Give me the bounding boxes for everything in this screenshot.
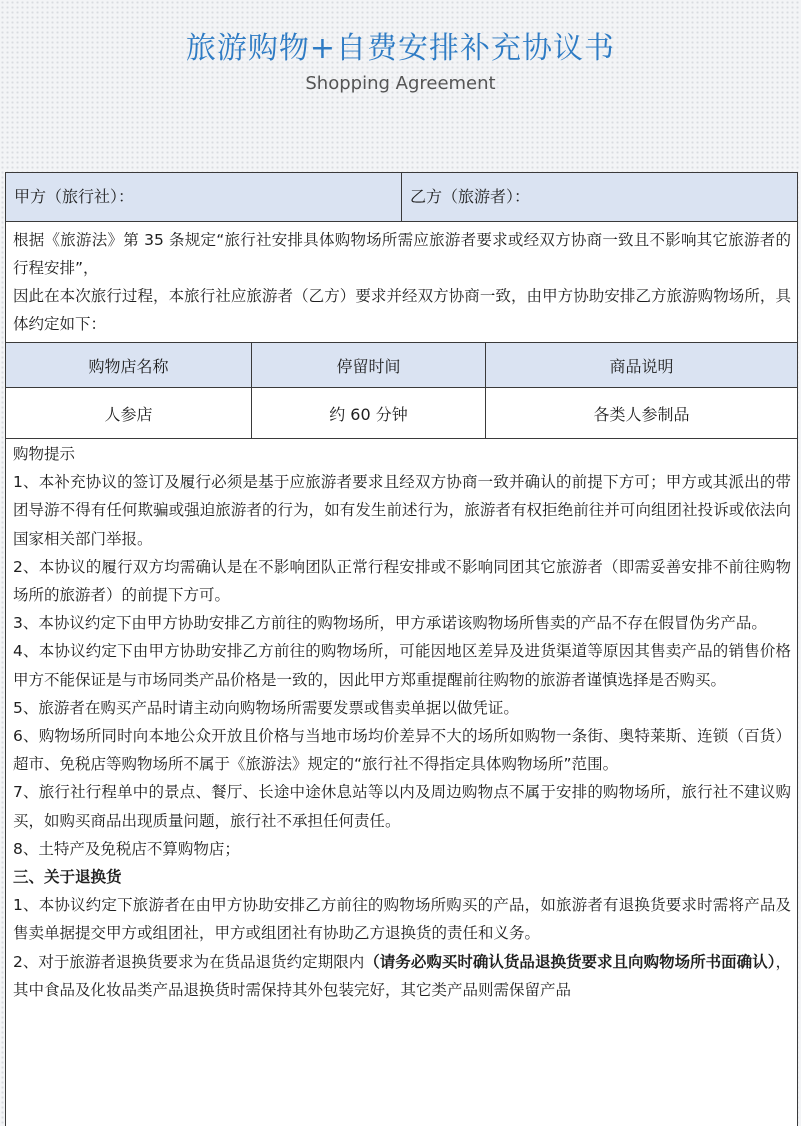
exchange-item-text: 2、对于旅游者退换货要求为在货品退货约定期限内 [13,952,365,971]
table-cell: 约 60 分钟 [252,388,486,439]
agreement-sheet [5,172,798,1126]
tip-item: 1、本补充协议的签订及履行必须是基于应旅游者要求且经双方协商一致并确认的前提下方可；甲方或其派出的带团导游不得有任何欺骗或强迫旅游者的行为，如有发生前述行为，旅游者有权拒绝前往并可向组团社投诉或依法向国家相关部门举报。 [13,473,791,548]
intro-line: 根据《旅游法》第 35 条规定“旅行社安排具体购物场所需应旅游者要求或经双方协商一致且不影响其它旅游者的行程安排”， [13,231,791,277]
tip-item: 6、购物场所同时向本地公众开放且价格与当地市场均价差异不大的场所如购物一条街、奥特莱斯、连锁（百货）超市、免税店等购物场所不属于《旅游法》规定的“旅行社不得指定具体购物场所”范围。 [13,727,791,774]
party-row [6,173,797,222]
intro-section [13,226,791,338]
column-header: 停留时间 [252,343,486,388]
column-header: 商品说明 [486,343,798,388]
document-title: 旅游购物+自费安排补充协议书 [185,31,616,66]
tip-item: 4、本协议约定下由甲方协助安排乙方前往的购物场所，可能因地区差异及进货渠道等原因其售卖产品的销售价格甲方不能保证是与市场同类产品价格是一致的，因此甲方郑重提醒前往购物的旅游者谨慎选择是否购买。 [13,642,791,689]
exchange-item-text: ，其中食品及化妆品类产品退换货时需保持其外包装完好，其它类产品则需保留产品 [13,952,791,999]
table-cell: 人参店 [6,388,252,439]
table-header-row [6,343,797,388]
terms-section [13,440,791,1004]
tip-item: 8、土特产及免税店不算购物店； [13,839,240,858]
document-subtitle: Shopping Agreement [305,73,496,94]
exchange-item: 1、本协议约定下旅游者在由甲方协助安排乙方前往的购物场所购买的产品，如旅游者有退换货要求时需将产品及售卖单据提交甲方或组团社，甲方或组团社有协助乙方退换货的责任和义务。 [13,896,791,943]
tip-item: 5、旅游者在购买产品时请主动向购物场所需要发票或售卖单据以做凭证。 [13,698,519,717]
tip-item: 2、本协议的履行双方均需确认是在不影响团队正常行程安排或不影响同团其它旅游者（即需妥善安排不前往购物场所的旅游者）的前提下方可。 [13,557,791,605]
table-cell: 各类人参制品 [486,388,798,439]
section-heading: 三、关于退换货 [13,868,122,887]
tips-heading: 购物提示 [13,445,76,463]
exchange-item-emphasis: （请务必购买时确认货品退换货要求且向购物场所书面确认） [364,952,776,971]
tip-item: 3、本协议约定下由甲方协助安排乙方前往的购物场所，甲方承诺该购物场所售卖的产品不存在假冒伪劣产品。 [13,614,767,633]
table-row [6,388,797,439]
exchange-item [13,948,791,1004]
party-b-field[interactable]: 乙方（旅游者）： [402,173,797,221]
party-a-field[interactable]: 甲方（旅行社）： [6,173,402,221]
intro-line: 因此在本次旅行过程，本旅行社应旅游者（乙方）要求并经双方协商一致，由甲方协助安排乙方旅游购物场所，具体约定如下： [13,287,791,333]
column-header: 购物店名称 [6,343,252,388]
shop-table [6,342,797,439]
tip-item: 7、旅行社行程单中的景点、餐厅、长途中途休息站等以内及周边购物点不属于安排的购物场所，旅行社不建议购买，如购买商品出现质量问题，旅行社不承担任何责任。 [13,783,791,830]
